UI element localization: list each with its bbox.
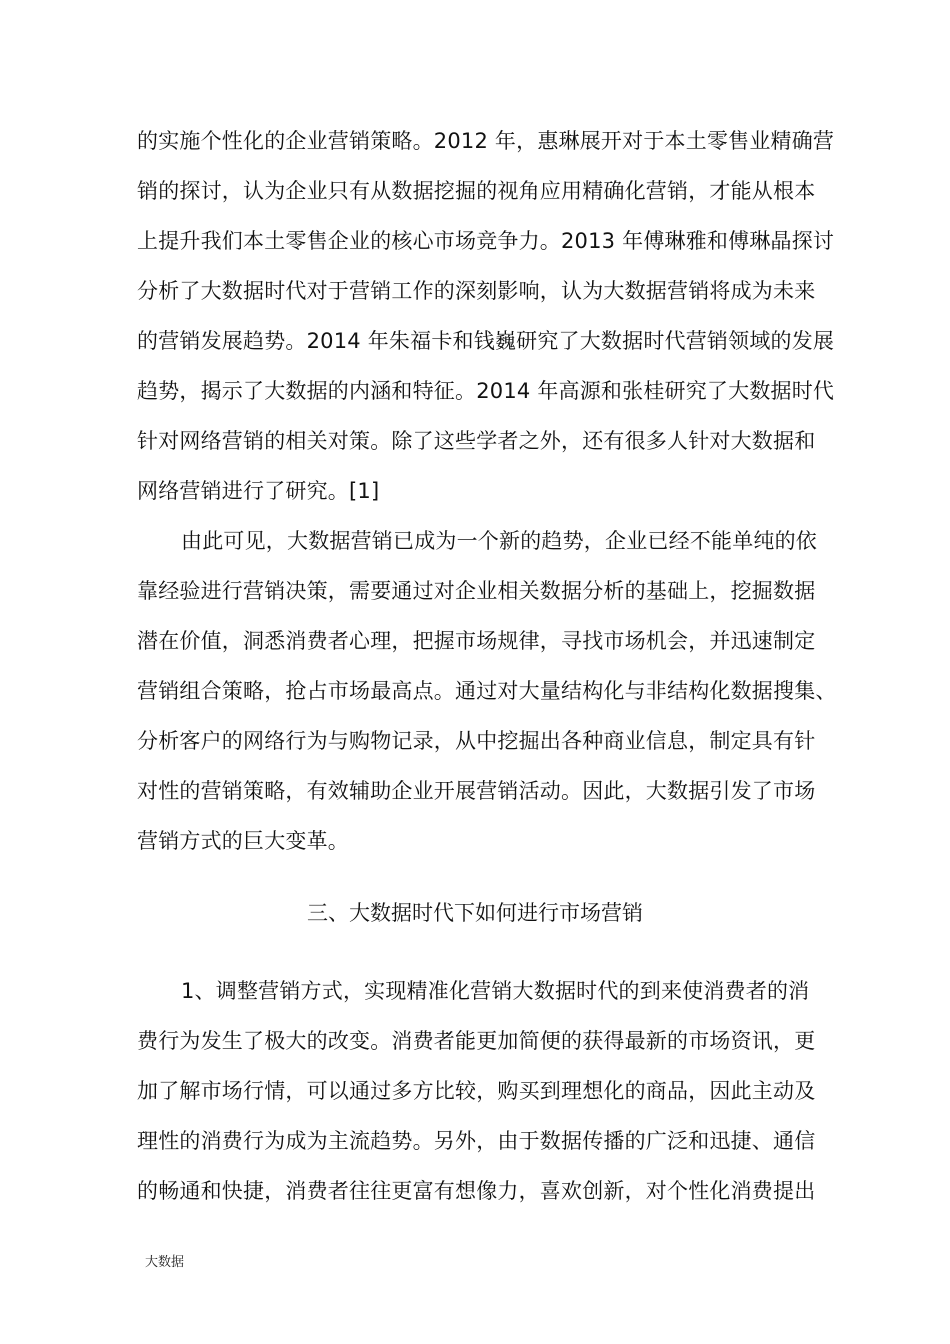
body-text-line: 由此可见，大数据营销已成为一个新的趋势，企业已经不能单纯的依 [181,529,817,553]
body-text-line: 销的探讨，认为企业只有从数据挖掘的视角应用精确化营销，才能从根本 [137,179,816,203]
body-text-line: 趋势，揭示了大数据的内涵和特征。2014 年高源和张桂研究了大数据时代 [137,379,835,403]
body-text-line: 网络营销进行了研究。[1] [137,479,380,503]
body-text-line: 的畅通和快捷，消费者往往更富有想像力，喜欢创新，对个性化消费提出 [137,1179,816,1203]
body-text-line: 营销方式的巨大变革。 [137,829,349,853]
page-footer-label: 大数据 [145,1255,185,1270]
body-text-line: 分析了大数据时代对于营销工作的深刻影响，认为大数据营销将成为未来 [137,279,816,303]
body-text-line: 的营销发展趋势。2014 年朱福卡和钱巍研究了大数据时代营销领域的发展 [137,329,835,353]
body-text-line: 潜在价值，洞悉消费者心理，把握市场规律，寻找市场机会，并迅速制定 [137,629,816,653]
body-text-line: 上提升我们本土零售企业的核心市场竞争力。2013 年傅琳雅和傅琳晶探讨 [137,229,835,253]
body-text-line: 靠经验进行营销决策，需要通过对企业相关数据分析的基础上，挖掘数据 [137,579,816,603]
body-text-line: 针对网络营销的相关对策。除了这些学者之外，还有很多人针对大数据和 [137,429,816,453]
body-text-line: 1、调整营销方式，实现精准化营销大数据时代的到来使消费者的消 [181,979,810,1003]
body-text-line: 费行为发生了极大的改变。消费者能更加简便的获得最新的市场资讯，更 [137,1029,816,1053]
body-text-line: 营销组合策略，抢占市场最高点。通过对大量结构化与非结构化数据搜集、 [137,679,837,703]
body-text-line: 对性的营销策略，有效辅助企业开展营销活动。因此，大数据引发了市场 [137,779,816,803]
section-heading: 三、大数据时代下如何进行市场营销 [307,901,643,925]
body-text-line: 理性的消费行为成为主流趋势。另外，由于数据传播的广泛和迅捷、通信 [137,1129,816,1153]
body-text-line: 的实施个性化的企业营销策略。2012 年，惠琳展开对于本土零售业精确营 [137,129,835,153]
body-text-line: 分析客户的网络行为与购物记录，从中挖掘出各种商业信息，制定具有针 [137,729,816,753]
body-text-line: 加了解市场行情，可以通过多方比较，购买到理想化的商品，因此主动及 [137,1079,816,1103]
